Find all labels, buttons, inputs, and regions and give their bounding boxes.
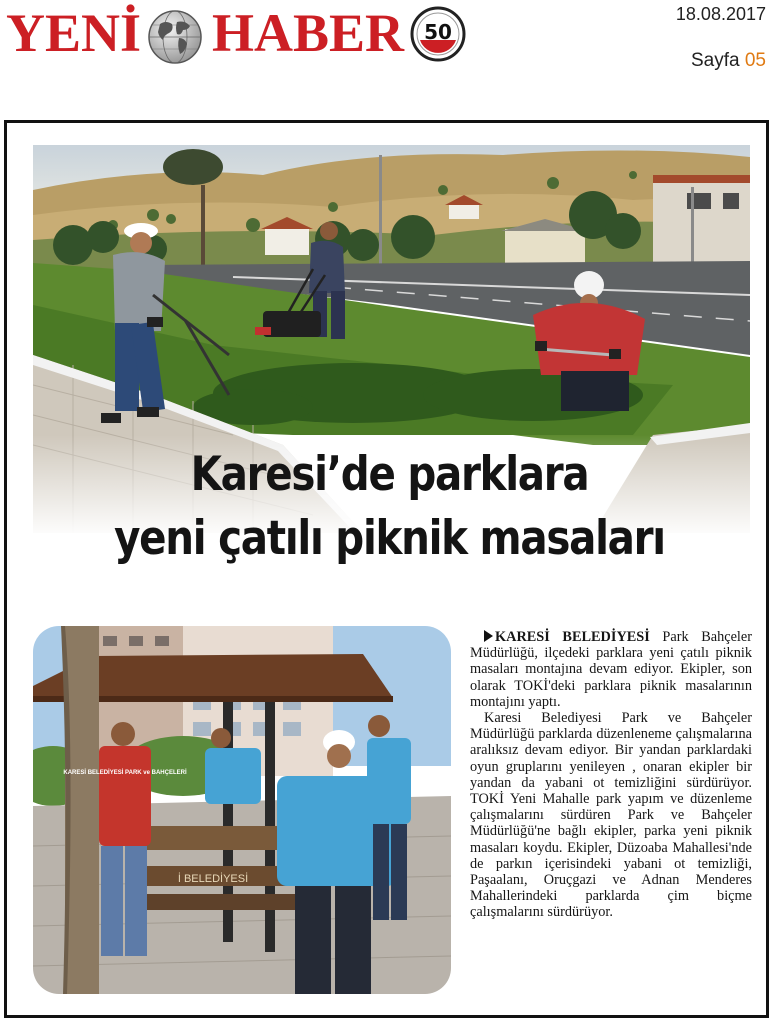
news-clipping bbox=[4, 120, 769, 1018]
shirt-text: KARESİ BELEDİYESİ PARK ve BAHÇELERİ bbox=[63, 770, 187, 776]
issue-date: 18.08.2017 bbox=[675, 4, 766, 24]
article-paragraph-2: Karesi Belediyesi Park ve Bahçeler Müdürlüğü parklarda düzenleneme çalışmalarına aralıksız devam ediyor. Bir yandan parklardaki oyun gruplarını yenileyen , onaran ekipler bir yandan da yabani ot temizliğini sürdürüyor. TOKİ Yeni Mahalle park yapım ve düzenleme çalışmalarını sürdüren Park ve Bahçeler Müdürlüğü'ne bağlı ekipler, parka yeni piknik masaları koydu. Ekipler, Düzoaba Mahallesi'nde de parkın içerisindeki yabani ot temizliği, Paşaalanı, Oruçgazi ve Adnan Menderes Mahallerindeki parklarda çim biçme çalışmalarını sürdürüyor. bbox=[470, 710, 752, 921]
headline bbox=[69, 443, 710, 571]
anniversary-badge-icon bbox=[410, 6, 466, 62]
masthead bbox=[0, 0, 775, 80]
headline-line-2: yeni çatılı piknik masaları bbox=[114, 511, 665, 566]
bullet-triangle-icon bbox=[484, 630, 493, 642]
globe-logo-icon bbox=[146, 8, 204, 66]
page-label: Sayfa bbox=[690, 50, 740, 71]
article-paragraph-1 bbox=[470, 629, 752, 710]
brand-name-yeni: YENİ bbox=[6, 3, 142, 63]
article-body bbox=[470, 629, 752, 921]
page-number bbox=[640, 50, 766, 72]
article-lead-org: KARESİ BELEDİYESİ bbox=[495, 629, 650, 645]
brand-name-haber: HABER bbox=[212, 3, 405, 63]
badge-number: 50 bbox=[424, 20, 452, 44]
bench-text: İ BELEDİYESİ bbox=[177, 873, 249, 885]
worker-blue-shirt-right-figure bbox=[367, 715, 411, 920]
bottom-photo-picnic-table bbox=[33, 626, 451, 994]
article-paragraph-1-text: Park Bahçeler Müdürlüğü, ilçedeki parklara yeni çatılı piknik masaları montajına devam ediyor. Ekipler, son olarak TOKİ'deki parklara piknik masalarının montajını yaptı. bbox=[470, 629, 753, 710]
page-number-value: 05 bbox=[744, 50, 766, 71]
headline-line-1: Karesi’de parklara bbox=[190, 447, 589, 502]
